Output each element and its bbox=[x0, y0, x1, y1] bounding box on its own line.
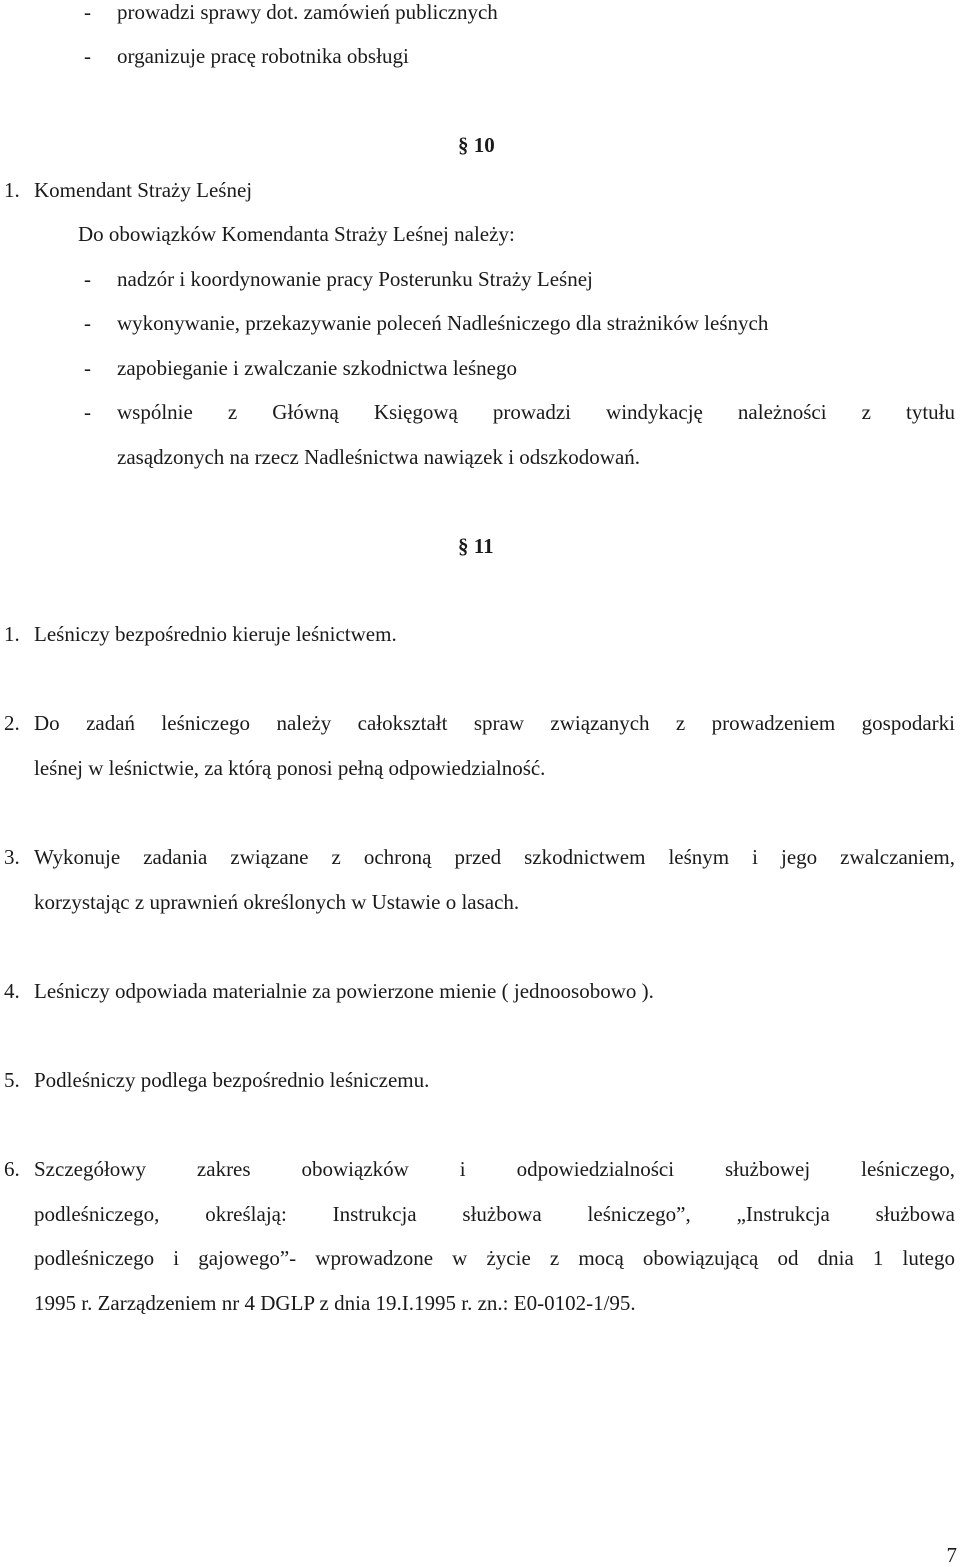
item-text: leśnej w leśnictwie, za którą ponosi pełną odpowiedzialność. bbox=[34, 756, 546, 780]
item-text: podleśniczego, określają: Instrukcja służbowa leśniczego”, „Instrukcja służbowa bbox=[34, 1202, 955, 1226]
item-text: Leśniczy bezpośrednio kieruje leśnictwem. bbox=[34, 622, 397, 646]
duty-item: wykonywanie, przekazywanie poleceń Nadleśniczego dla strażników leśnych bbox=[117, 311, 769, 335]
item-text: Do zadań leśniczego należy całokształt spraw związanych z prowadzeniem gospodarki bbox=[34, 711, 955, 735]
item-number: 3. bbox=[4, 845, 20, 869]
top-list-item: prowadzi sprawy dot. zamówień publicznych bbox=[117, 0, 498, 24]
list-dash: - bbox=[84, 0, 91, 24]
item-text: korzystając z uprawnień określonych w Ustawie o lasach. bbox=[34, 890, 520, 914]
item-text: Szczegółowy zakres obowiązków i odpowiedzialności służbowej leśniczego, bbox=[34, 1157, 955, 1181]
duties-intro: Do obowiązków Komendanta Straży Leśnej należy: bbox=[78, 222, 515, 246]
item-number: 6. bbox=[4, 1157, 20, 1181]
item-number: 5. bbox=[4, 1068, 20, 1092]
item-text: Podleśniczy podlega bezpośrednio leśniczemu. bbox=[34, 1068, 430, 1092]
section-heading: § 11 bbox=[458, 534, 494, 558]
list-dash: - bbox=[84, 311, 91, 335]
list-dash: - bbox=[84, 44, 91, 68]
section-heading: § 10 bbox=[458, 133, 495, 157]
duty-item-continuation: zasądzonych na rzecz Nadleśnictwa nawiązek i odszkodowań. bbox=[117, 445, 641, 469]
item-text: Leśniczy odpowiada materialnie za powierzone mienie ( jednoosobowo ). bbox=[34, 979, 654, 1003]
list-dash: - bbox=[84, 400, 91, 424]
item-number: 1. bbox=[4, 178, 20, 202]
top-list-item: organizuje pracę robotnika obsługi bbox=[117, 44, 409, 68]
item-text: Wykonuje zadania związane z ochroną przed szkodnictwem leśnym i jego zwalczaniem, bbox=[34, 845, 955, 869]
item-text: 1995 r. Zarządzeniem nr 4 DGLP z dnia 19.I.1995 r. zn.: E0-0102-1/95. bbox=[34, 1291, 636, 1315]
duty-item: zapobieganie i zwalczanie szkodnictwa leśnego bbox=[117, 356, 517, 380]
item-text: podleśniczego i gajowego”- wprowadzone w życie z mocą obowiązującą od dnia 1 lutego bbox=[34, 1246, 955, 1270]
item-number: 1. bbox=[4, 622, 20, 646]
item-number: 4. bbox=[4, 979, 20, 1003]
duty-item: nadzór i koordynowanie pracy Posterunku Straży Leśnej bbox=[117, 267, 593, 291]
list-dash: - bbox=[84, 356, 91, 380]
duty-item: wspólnie z Główną Księgową prowadzi windykację należności z tytułu bbox=[117, 400, 955, 424]
item-number: 2. bbox=[4, 711, 20, 735]
list-dash: - bbox=[84, 267, 91, 291]
page-number: 7 bbox=[946, 1543, 957, 1567]
item-title: Komendant Straży Leśnej bbox=[34, 178, 253, 202]
